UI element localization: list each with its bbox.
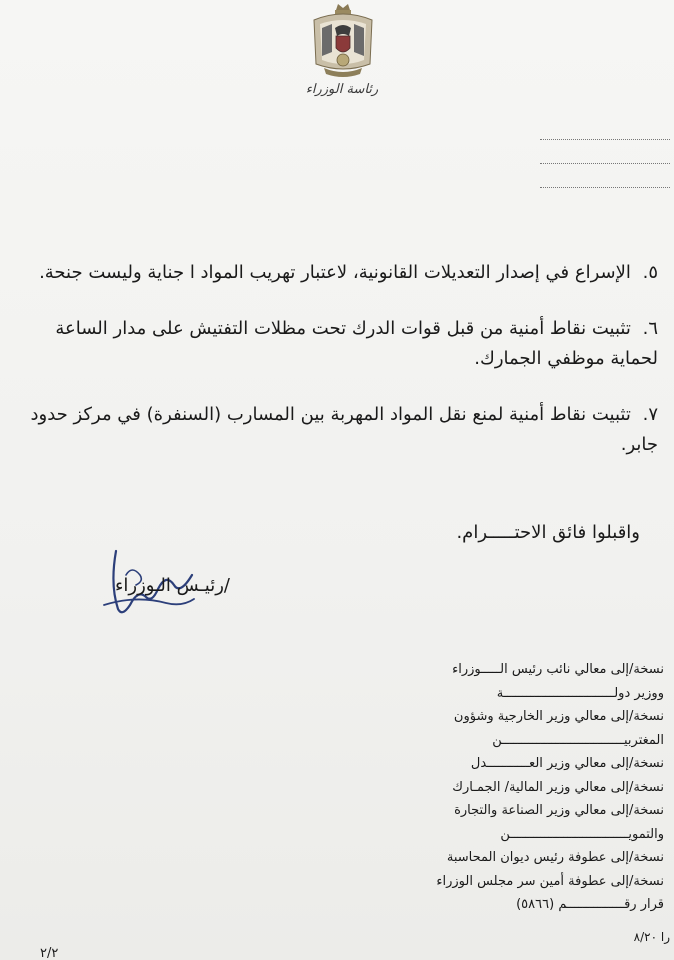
- item-text: الإسراع في إصدار التعديلات القانونية، لاعتبار تهريب المواد ا جناية وليست جنحة.: [39, 262, 631, 283]
- list-item: [30, 400, 658, 460]
- item-text: تثبيت نقاط أمنية لمنع نقل المواد المهربة بين المسارب (السنفرة) في مركز حدود جابر.: [30, 404, 658, 455]
- copy-line: نسخة/إلى معالي وزير المالية/ الجمـارك: [452, 779, 664, 795]
- copies-list: [390, 658, 664, 917]
- reference-line: [540, 186, 670, 188]
- item-number: ٦.: [642, 318, 658, 339]
- letter-body: [30, 258, 658, 486]
- decision-number: قرار رقـــــــــــــــم (٥٨٦٦): [516, 897, 664, 912]
- copy-line: نسخة/إلى معالي وزير الصناعة والتجارة: [454, 803, 664, 818]
- list-item: [30, 258, 658, 288]
- closing-line: واقبلوا فائق الاحتـــــرام.: [456, 522, 640, 543]
- copy-line: المغتربيــــــــــــــــــــــــــــــــن: [492, 732, 664, 748]
- signature-title: /رئيـس الـوزراء: [114, 575, 230, 596]
- reference-line: [540, 138, 670, 140]
- ministry-title: رئاسة الوزراء: [305, 82, 379, 97]
- page-number: ٢/٢: [40, 946, 59, 960]
- reference-line: [540, 162, 670, 164]
- list-item: [30, 314, 658, 374]
- item-number: ٥.: [642, 262, 658, 283]
- copy-line: نسخة/إلى معالي وزير العـــــــــــدل: [470, 756, 664, 771]
- bottom-reference: را ٨/٢٠: [633, 930, 670, 944]
- copy-line: ووزير دولـــــــــــــــــــــــــــــة: [496, 685, 664, 701]
- reference-lines: [540, 138, 670, 210]
- copy-line: نسخة/إلى معالي نائب رئيس الـــــوزراء: [452, 662, 664, 677]
- copy-line: والتمويـــــــــــــــــــــــــــــــن: [500, 826, 664, 842]
- jordan-coat-of-arms-icon: [308, 2, 378, 80]
- copy-line: نسخة/إلى عطوفة رئيس ديوان المحاسبة: [446, 850, 664, 865]
- item-number: ٧.: [642, 404, 658, 425]
- item-text: تثبيت نقاط أمنية من قبل قوات الدرك تحت مظلات التفتيش على مدار الساعة لحماية موظفي الجمارك.: [55, 318, 658, 369]
- copy-line: نسخة/إلى معالي وزير الخارجية وشؤون: [453, 709, 664, 724]
- copy-line: نسخة/إلى عطوفة أمين سر مجلس الوزراء: [436, 873, 664, 889]
